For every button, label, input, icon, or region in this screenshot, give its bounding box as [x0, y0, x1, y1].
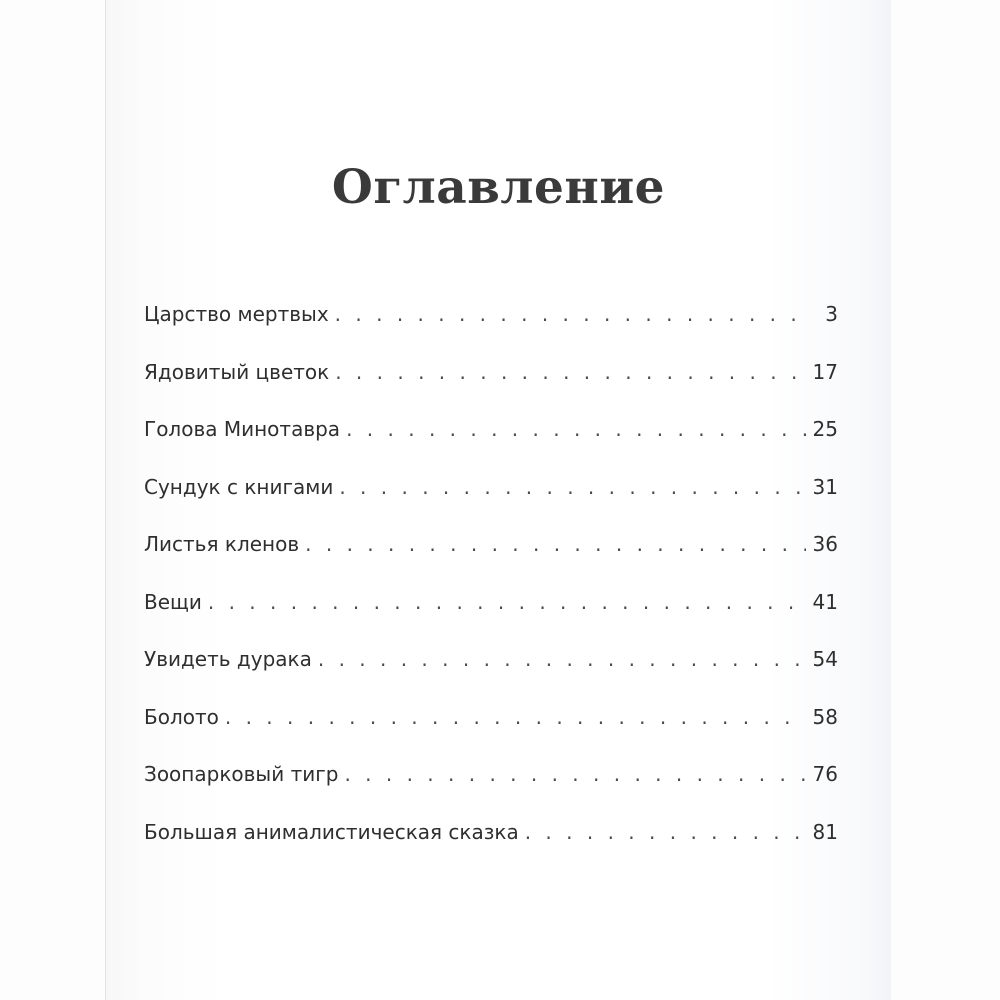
toc-entry — [144, 532, 838, 590]
dot-leader — [318, 647, 806, 671]
toc-entry — [144, 820, 838, 878]
dot-leader — [346, 417, 806, 441]
book-page — [105, 0, 891, 1000]
toc-entry — [144, 762, 838, 820]
toc-entry-title: Вещи — [144, 589, 202, 614]
toc-entry-title: Голова Минотавра — [144, 417, 341, 441]
toc-entry — [144, 647, 838, 705]
toc-entry-title: Сундук с книгами — [144, 474, 334, 499]
toc-entry-page-number: 58 — [812, 704, 838, 729]
toc-entry-page-number: 76 — [812, 762, 838, 786]
toc-entry-title: Болото — [144, 704, 219, 729]
dot-leader — [305, 532, 806, 556]
toc-entry-page-number: 17 — [812, 359, 838, 384]
toc-entry-page-number: 81 — [812, 819, 838, 844]
dot-leader — [225, 705, 806, 729]
dot-leader — [335, 360, 806, 384]
toc-entry-page-number: 36 — [812, 532, 838, 556]
toc-entry — [144, 590, 838, 648]
table-of-contents — [144, 302, 838, 877]
toc-entry — [144, 417, 838, 475]
dot-leader — [208, 590, 806, 614]
toc-entry-title: Листья кленов — [144, 532, 300, 556]
toc-entry-title: Большая анималистическая сказка — [144, 819, 519, 844]
page-title: Оглавление — [331, 160, 666, 215]
toc-entry-page-number: 25 — [812, 417, 838, 441]
toc-entry — [144, 475, 838, 533]
dot-leader — [335, 302, 806, 326]
toc-entry-page-number: 3 — [825, 302, 838, 326]
toc-entry-title: Ядовитый цветок — [144, 359, 330, 384]
toc-entry — [144, 705, 838, 763]
dot-leader — [344, 762, 806, 786]
toc-entry-title: Увидеть дурака — [144, 647, 312, 671]
toc-entry-title: Зоопарковый тигр — [144, 762, 339, 786]
toc-entry-title: Царство мертвых — [144, 302, 329, 326]
toc-entry — [144, 302, 838, 360]
toc-entry — [144, 360, 838, 418]
toc-entry-page-number: 54 — [812, 647, 838, 671]
dot-leader — [525, 820, 806, 844]
toc-entry-page-number: 31 — [812, 474, 838, 499]
dot-leader — [339, 475, 806, 499]
toc-entry-page-number: 41 — [812, 589, 838, 614]
